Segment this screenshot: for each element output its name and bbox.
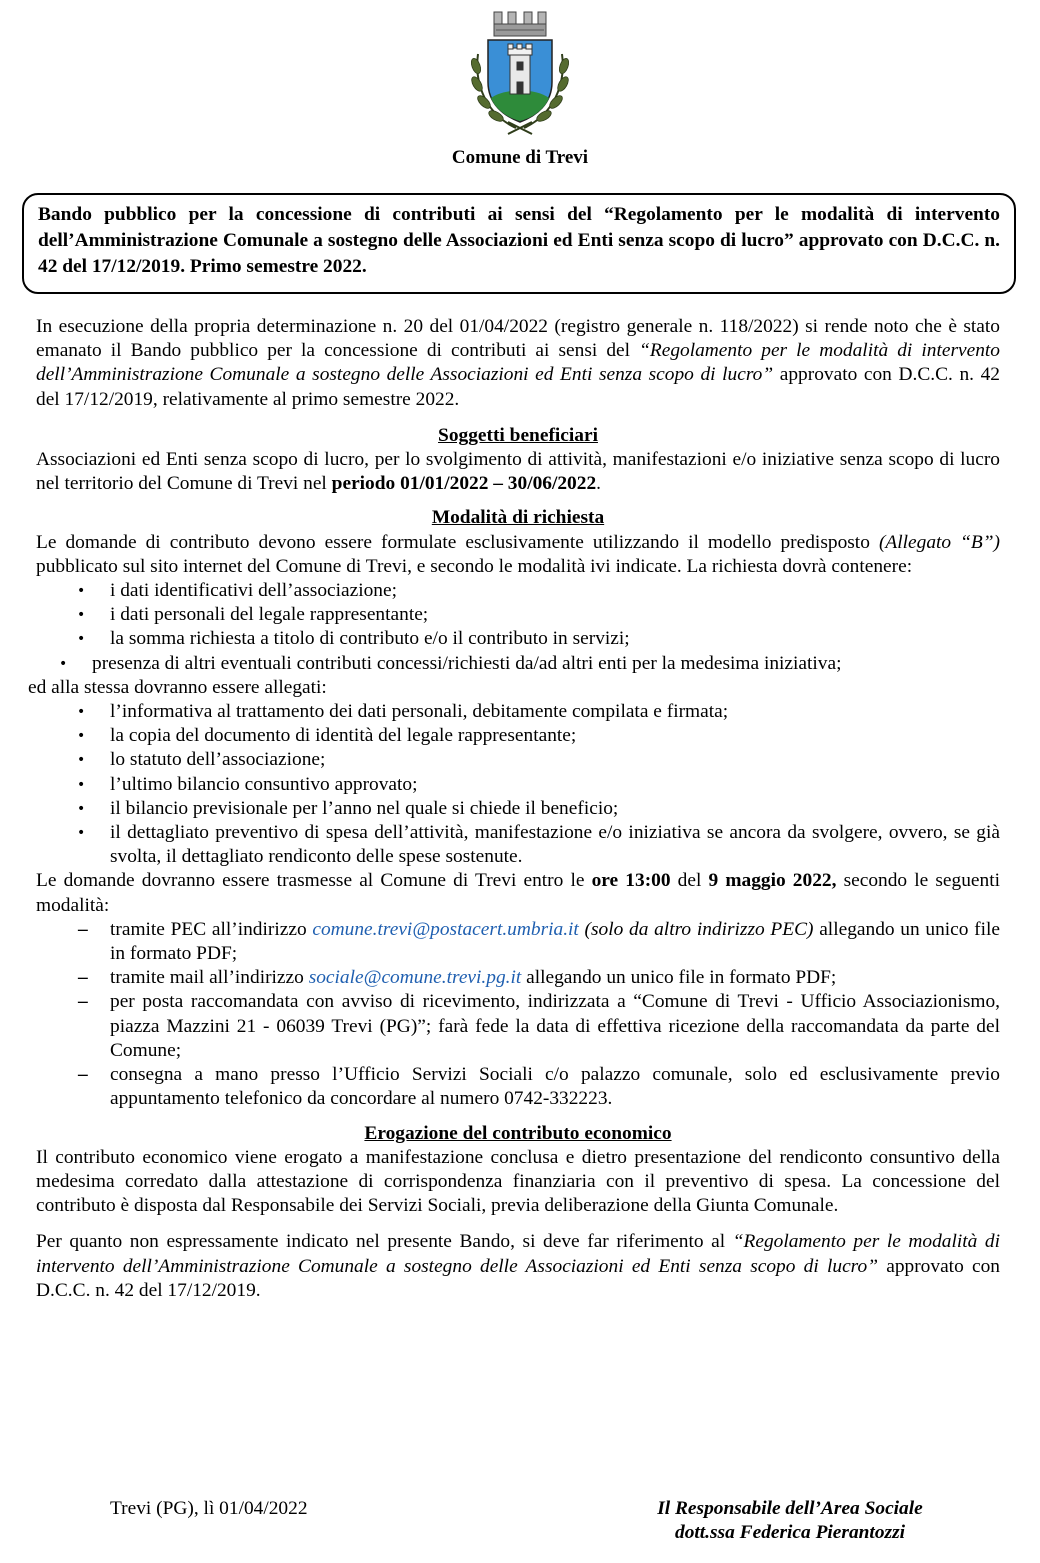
list-item: • lo statuto dell’associazione; xyxy=(36,748,1000,772)
heading-soggetti: Soggetti beneficiari xyxy=(438,424,598,446)
allegato-ref: (Allegato “B”) xyxy=(878,531,1001,553)
signatory-name: dott.ssa Federica Pierantozzi xyxy=(675,1522,905,1543)
request-contents-list xyxy=(36,579,1000,676)
list-item: • il dettagliato preventivo di spesa dell’attività, manifestazione e/o iniziativa se ancora da svolgere, ovvero, se già svolta, il dettagliato rendiconto delle spese sostenute. xyxy=(36,821,1000,869)
pec-email-link[interactable]: comune.trevi@postacert.umbria.it xyxy=(312,918,579,940)
soggetti-paragraph: Associazioni ed Enti senza scopo di lucro, per lo svolgimento di attività, manifestazioni e/o iniziative senza scopo di lucro nel territorio del Comune di Trevi nel periodo 01/01/2022 – 30/06/2022. xyxy=(36,449,1000,495)
deadline-paragraph: Le domande dovranno essere trasmesse al Comune di Trevi entro le ore 13:00 del 9 maggio 2022, secondo le seguenti modalità: xyxy=(36,870,1001,916)
list-item: • la somma richiesta a titolo di contributo e/o il contributo in servizi; xyxy=(36,627,1000,651)
deadline-date: 9 maggio 2022, xyxy=(708,870,837,892)
regolamento-citation: “Regolamento per le modalità di intervento dell’Amministrazione Comunale a sostegno delle Associazioni ed Enti senza scopo di lucro” xyxy=(36,1231,1000,1277)
period-highlight: periodo 01/01/2022 – 30/06/2022 xyxy=(331,473,597,495)
submission-methods-list xyxy=(36,918,1000,1112)
place-date: Trevi (PG), lì 01/04/2022 xyxy=(110,1498,308,1519)
closing-paragraph: Per quanto non espressamente indicato nel presente Bando, si deve far riferimento al “Regolamento per le modalità di intervento dell’Amministrazione Comunale a sostegno delle Associazioni ed Enti senza scopo di lucro” approvato con D.C.C. n. 42 del 17/12/2019. xyxy=(36,1231,1000,1301)
list-item: – consegna a mano presso l’Ufficio Servizi Sociali c/o palazzo comunale, solo ed esclusivamente previo appuntamento telefonico da concordare al numero 0742-332223. xyxy=(36,1063,1000,1111)
signature-block xyxy=(600,1497,980,1545)
regolamento-citation: “Regolamento per le modalità di intervento dell’Amministrazione Comunale a sostegno delle Associazioni ed Enti senza scopo di lucro” xyxy=(36,340,1000,386)
allegati-intro: ed alla stessa dovranno essere allegati: xyxy=(28,676,327,698)
list-item: – tramite mail all’indirizzo sociale@comune.trevi.pg.it allegando un unico file in formato PDF; xyxy=(36,966,1000,990)
municipality-name: Comune di Trevi xyxy=(451,147,589,168)
list-item: – tramite PEC all’indirizzo comune.trevi@postacert.umbria.it (solo da altro indirizzo PEC) allegando un unico file in formato PDF; xyxy=(36,918,1000,966)
signatory-role: Il Responsabile dell’Area Sociale xyxy=(657,1498,923,1519)
erogazione-paragraph: Il contributo economico viene erogato a manifestazione conclusa e dietro presentazione del rendiconto consuntivo della medesima corredato dalla attestazione di corrispondenza finanziaria con il preventivo di spesa. La concessione del contributo è disposta dal Responsabile dei Servizi Sociali, previa deliberazione della Giunta Comunale. xyxy=(36,1146,1000,1217)
title-box xyxy=(22,193,1016,294)
document-title: Bando pubblico per la concessione di contributi ai sensi del “Regolamento per le modalità di intervento dell’Amministrazione Comunale a sostegno delle Associazioni ed Enti senza scopo di lucro” approvato con D.C.C. n. 42 del 17/12/2019. Primo semestre 2022. xyxy=(38,204,1000,277)
list-item: • l’informativa al trattamento dei dati personali, debitamente compilata e firmata; xyxy=(36,700,1000,724)
list-item: • la copia del documento di identità del legale rappresentante; xyxy=(36,724,1000,748)
attachments-list xyxy=(36,700,1000,869)
list-item: • presenza di altri eventuali contributi concessi/richiesti da/ad altri enti per la medesima iniziativa; xyxy=(18,652,1000,676)
list-item: • il bilancio previsionale per l’anno nel quale si chiede il beneficio; xyxy=(36,797,1000,821)
intro-paragraph: In esecuzione della propria determinazione n. 20 del 01/04/2022 (registro generale n. 118/2022) si rende noto che è stato emanato il Bando pubblico per la concessione di contributi ai sensi del “Regolamento per le modalità di intervento dell’Amministrazione Comunale a sostegno delle Associazioni ed Enti senza scopo di lucro” approvato con D.C.C. n. 42 del 17/12/2019, relativamente al primo semestre 2022. xyxy=(36,316,1000,410)
modalita-paragraph: Le domande di contributo devono essere formulate esclusivamente utilizzando il modello predisposto (Allegato “B”) pubblicato sul sito internet del Comune di Trevi, e secondo le modalità ivi indicate. La richiesta dovrà contenere: xyxy=(36,531,1001,577)
list-item: • l’ultimo bilancio consuntivo approvato; xyxy=(36,773,1000,797)
tower xyxy=(508,44,532,94)
document-body xyxy=(28,315,1001,1303)
list-item: • i dati personali del legale rappresentante; xyxy=(36,603,1000,627)
list-item: • i dati identificativi dell’associazione; xyxy=(36,579,1000,603)
deadline-time: ore 13:00 xyxy=(591,870,671,892)
heading-modalita: Modalità di richiesta xyxy=(431,507,605,529)
mail-email-link[interactable]: sociale@comune.trevi.pg.it xyxy=(308,967,522,989)
coat-of-arms-logo xyxy=(464,4,576,136)
list-item: – per posta raccomandata con avviso di ricevimento, indirizzata a “Comune di Trevi - Ufficio Associazionismo, piazza Mazzini 21 - 06039 Trevi (PG)”; farà fede la data di effettiva ricezione della raccomandata da parte del Comune; xyxy=(36,990,1000,1063)
heading-erogazione: Erogazione del contributo economico xyxy=(364,1122,672,1144)
crown xyxy=(494,12,546,36)
